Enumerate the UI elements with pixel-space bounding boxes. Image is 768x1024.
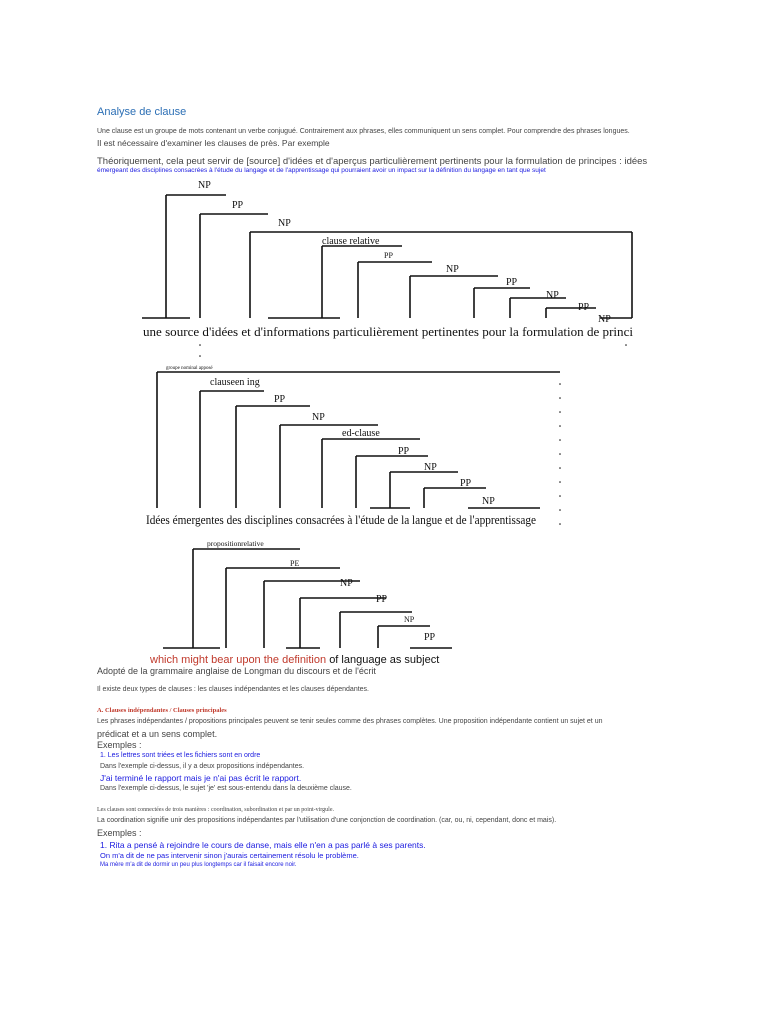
tree3-sentence	[150, 654, 439, 666]
tree2-sentence: Idées émergentes des disciplines consacrées à l'étude de la langue et de l'apprentissage	[146, 512, 537, 527]
tree1-node-label: NP	[198, 180, 211, 191]
section-a-line-2: prédicat et a un sens complet.	[97, 729, 218, 739]
section-b-example-2: On m'a dit de ne pas intervenir sinon j'aurais certainement résolu le problème.	[100, 851, 359, 860]
intro-line-2: Il est nécessaire d'examiner les clauses de près. Par exemple	[97, 138, 330, 148]
tree1-node-label: NP	[598, 314, 611, 325]
tree1-node-label: NP	[546, 290, 559, 301]
tree1-node-label: PP	[506, 277, 518, 288]
tree2-top-label: groupe nominal apposé	[166, 366, 213, 371]
page-title: Analyse de clause	[97, 106, 187, 118]
tree2-node-label: NP	[482, 496, 495, 507]
tree3-node-label: PE	[290, 559, 300, 568]
section-a-example-2: J'ai terminé le rapport mais je n'ai pas écrit le rapport.	[100, 773, 302, 783]
tree2-node-label: PP	[398, 446, 410, 457]
tree1-node-label: clause relative	[322, 236, 380, 247]
section-a-example-1-note: Dans l'exemple ci-dessus, il y a deux propositions indépendantes.	[100, 763, 305, 770]
section-b-line-1: Les clauses sont connectées de trois manières : coordination, subordination et par un point-virgule.	[97, 807, 334, 813]
section-b-example-1: 1. Rita a pensé à rejoindre le cours de danse, mais elle n'en a pas parlé à ses parents.	[100, 840, 426, 850]
tree1-node-label: NP	[278, 218, 291, 229]
section-b-example-3: Ma mère m'a dit de dormir un peu plus longtemps car il faisait encore noir.	[100, 862, 297, 868]
tree2-node-label: NP	[312, 412, 325, 423]
section-b-line-2: La coordination signifie unir des propositions indépendantes par l'utilisation d'une conjonction de coordination. (car, ou, ni, cependant, donc et mais).	[97, 817, 557, 824]
tree2-node-label: clauseen ing	[210, 377, 260, 388]
section-a-line-1: Les phrases indépendantes / propositions principales peuvent se tenir seules comme des phrases complètes. Une proposition indépendante contient un sujet et un	[97, 718, 603, 725]
tree2-node-label: PP	[460, 478, 472, 489]
tree3-node-label: PP	[424, 632, 436, 643]
tree1-node-label: PP	[232, 200, 244, 211]
tree1-sentence: une source d'idées et d'informations particulièrement pertinentes pour la formulation de princi	[143, 324, 634, 339]
tree3-node-label: propositionrelative	[207, 539, 264, 548]
section-a-examples-label: Exemples :	[97, 740, 142, 750]
source-line: Adopté de la grammaire anglaise de Longman du discours et de l'écrit	[97, 666, 376, 676]
tree3-node-label: PP	[376, 594, 388, 605]
tree2-node-label: ed-clause	[342, 428, 380, 439]
intro-line-1: Une clause est un groupe de mots contenant un verbe conjugué. Contrairement aux phrases, elles communiquent un sens complet. Pour comprendre des phrases longues.	[97, 128, 630, 135]
tree3-sentence-red: which might bear upon the definition	[150, 654, 327, 666]
tree2-node-label: PP	[274, 394, 286, 405]
section-a-example-2-note: Dans l'exemple ci-dessus, le sujet 'je' est sous-entendu dans la deuxième clause.	[100, 785, 352, 792]
tree1-node-label: NP	[446, 264, 459, 275]
tree1-node-label: PP	[578, 302, 590, 313]
tree3-sentence-black: of language as subject	[329, 654, 440, 666]
section-b-examples-label: Exemples :	[97, 828, 142, 838]
tree3-node-label: NP	[404, 615, 415, 624]
tree1-node-label: PP	[384, 251, 393, 260]
tree2-node-label: NP	[424, 462, 437, 473]
section-a-example-1: 1. Les lettres sont triées et les fichiers sont en ordre	[100, 752, 261, 759]
types-line: Il existe deux types de clauses : les clauses indépendantes et les clauses dépendantes.	[97, 686, 370, 693]
intro-line-3: Théoriquement, cela peut servir de [source] d'idées et d'aperçus particulièrement pertinents pour la formulation de principes : idées	[97, 156, 648, 167]
section-a-heading: A. Clauses indépendantes / Clauses principales	[97, 707, 227, 714]
intro-line-4: émergeant des disciplines consacrées à l'étude du langage et de l'apprentissage qui pourraient avoir un impact sur la définition du langage en tant que sujet	[97, 167, 546, 174]
tree3-node-label: NP	[340, 578, 353, 589]
